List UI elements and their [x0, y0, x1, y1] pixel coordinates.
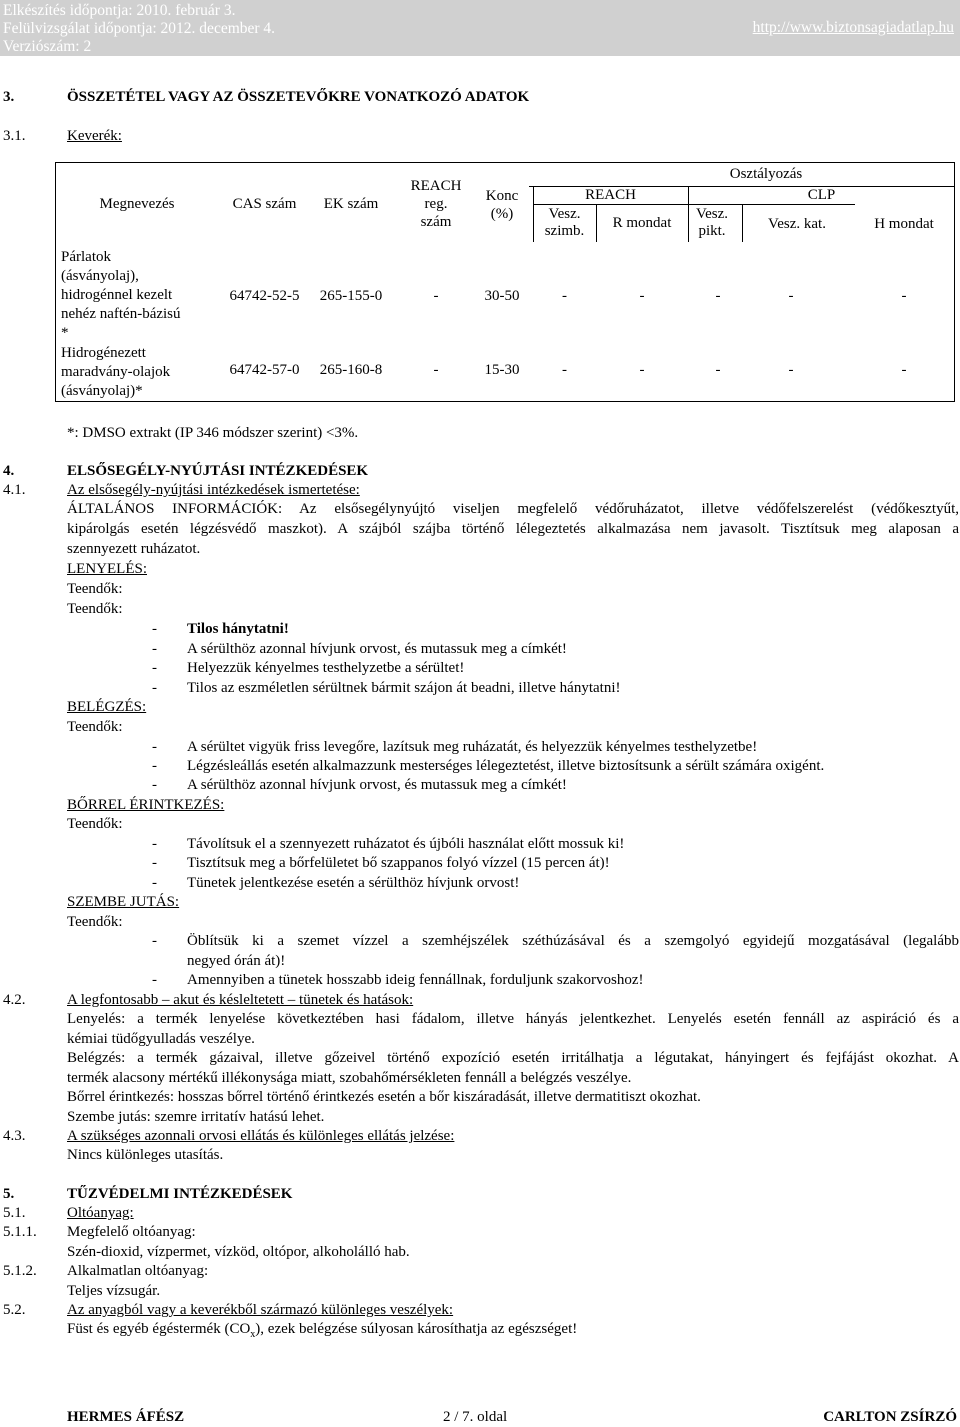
lenyeles-item-1: Tilos hánytatni!	[187, 621, 289, 637]
row-1-vesz-szimb: -	[562, 288, 567, 304]
row-2-name-2: maradvány-olajok	[61, 364, 171, 380]
col-header-reach-reg-2: reg.	[424, 196, 448, 212]
effects-line-2: kémiai tüdőgyulladás veszélye.	[67, 1031, 255, 1047]
section-5-title: TŰZVÉDELMI INTÉZKEDÉSEK	[67, 1186, 293, 1202]
col-header-vesz-szimb-1: Vesz.	[548, 206, 581, 222]
section-4-title: ELSŐSEGÉLY-NYÚJTÁSI INTÉZKEDÉSEK	[67, 463, 369, 479]
col-header-clp: CLP	[807, 187, 836, 203]
section-4-2-title: A legfontosabb – akut és késleltetett – tünetek és hatások:	[67, 992, 414, 1008]
row-1-name-5: *	[61, 325, 69, 341]
section-4-3-title: A szükséges azonnali orvosi ellátás és különleges ellátás jelzése:	[67, 1128, 455, 1144]
document-header	[0, 0, 960, 56]
col-header-h-mondat: H mondat	[874, 216, 934, 232]
section-5-2-title: Az anyagból vagy a keverékből származó különleges veszélyek:	[67, 1302, 454, 1318]
row-2-vesz-pikt: -	[715, 362, 721, 378]
row-1-cas: 64742-52-5	[229, 288, 300, 304]
belegzes-teendok: Teendők:	[67, 719, 123, 735]
section-5-2-subscript: x	[250, 1329, 256, 1340]
section-4-3-text: Nincs különleges utasítás.	[67, 1147, 224, 1163]
section-4-1-title: Az elsősegély-nyújtási intézkedések ismertetése:	[67, 482, 360, 498]
row-2-name-1: Hidrogénezett	[61, 345, 146, 361]
section-4-1-number: 4.1.	[3, 482, 26, 498]
belegzes-label: BELÉGZÉS:	[67, 699, 147, 715]
row-2-cas: 64742-57-0	[229, 362, 300, 378]
effects-line-3: Belégzés: a termék gázaival, illetve gőzeivel történő expozíció esetén irritálhatja a légutakat, hányingert és fejfájást okozhat. A	[67, 1050, 959, 1066]
row-1-r-mondat: -	[639, 288, 645, 304]
section-3-1-title: Keverék:	[67, 128, 122, 144]
section-5-1-1-text: Szén-dioxid, vízpermet, vízköd, oltópor, alkoholálló hab.	[67, 1244, 410, 1260]
row-1-name-3: hidrogénnel kezelt	[61, 287, 173, 303]
section-3-number: 3.	[3, 89, 15, 105]
row-2-ek: 265-160-8	[319, 362, 383, 378]
general-info-line-1: ÁLTALÁNOS INFORMÁCIÓK: Az elsősegélynyújtó viseljen megfelelő védőruházatot, illetve védőfelszerelést (védőkesztyűt,	[67, 501, 959, 517]
section-3-title: ÖSSZETÉTEL VAGY AZ ÖSSZETEVŐKRE VONATKOZÓ ADATOK	[67, 89, 530, 105]
col-header-cas: CAS szám	[232, 196, 297, 212]
section-4-number: 4.	[3, 463, 15, 479]
section-5-2-number: 5.2.	[3, 1302, 26, 1318]
row-2-h-mondat: -	[901, 362, 907, 378]
section-5-1-1-title: Megfelelő oltóanyag:	[67, 1224, 196, 1240]
section-5-1-2-title: Alkalmatlan oltóanyag:	[67, 1263, 209, 1279]
belegzes-item-3: A sérülthöz azonnal hívjunk orvost, és mutassuk meg a címkét!	[187, 777, 567, 793]
section-5-1-2-text: Teljes vízsugár.	[67, 1283, 161, 1299]
borrel-teendok: Teendők:	[67, 816, 123, 832]
col-header-vesz-pikt-1: Vesz.	[695, 206, 729, 222]
row-2-vesz-szimb: -	[562, 362, 567, 378]
col-header-reach: REACH	[585, 187, 636, 203]
table-footnote: *: DMSO extrakt (IP 346 módszer szerint) <3%.	[67, 425, 359, 441]
footer-page-number: 2 / 7. oldal	[443, 1409, 508, 1425]
section-5-2-text-b: ), ezek belégzése súlyosan károsíthatja az egészséget!	[255, 1321, 578, 1337]
lenyeles-label: LENYELÉS:	[67, 561, 147, 577]
section-4-2-number: 4.2.	[3, 992, 26, 1008]
col-header-reach-reg-3: szám	[420, 214, 452, 230]
col-header-konc-2: (%)	[490, 206, 514, 222]
creation-date: Elkészítés időpontja: 2010. február 3.	[3, 2, 236, 19]
col-header-vesz-pikt-2: pikt.	[698, 223, 726, 239]
row-2-konc: 15-30	[484, 362, 520, 378]
szembe-item-1-line-2: negyed órán át)!	[187, 953, 286, 969]
lenyeles-item-4: Tilos az eszméletlen sérültnek bármit szájon át beadni, illetve hánytatni!	[187, 680, 621, 696]
col-header-name: Megnevezés	[99, 196, 175, 212]
section-5-1-title: Oltóanyag:	[67, 1205, 134, 1221]
col-header-ek: EK szám	[323, 196, 379, 212]
footer-company: HERMES ÁFÉSZ	[67, 1409, 185, 1425]
revision-date: Felülvizsgálat időpontja: 2012. december 4.	[3, 20, 276, 37]
belegzes-item-2: Légzésleállás esetén alkalmazzunk mesterséges lélegeztetést, illetve biztosítsunk a sérült számára oxigént.	[187, 758, 825, 774]
lenyeles-item-2: A sérülthöz azonnal hívjunk orvost, és mutassuk meg a címkét!	[187, 641, 567, 657]
row-1-reach-reg: -	[433, 288, 439, 304]
row-1-name-1: Párlatok	[61, 249, 111, 265]
general-info-line-3: szennyezett ruházatot.	[67, 541, 201, 557]
col-header-osztalyozas: Osztályozás	[729, 166, 803, 182]
version-number: Verziószám: 2	[3, 38, 92, 55]
effects-line-6: Szembe jutás: szemre irritatív hatású lehet.	[67, 1109, 325, 1125]
row-2-vesz-kat: -	[788, 362, 794, 378]
szembe-teendok: Teendők:	[67, 914, 123, 930]
composition-table	[55, 162, 955, 402]
szembe-item-1-line-1: Öblítsük ki a szemet vízzel a szemhéjszélek széthúzásával és a szemgolyó egyidejű mozgatásával (legalább	[187, 933, 959, 949]
row-1-name-4: nehéz naftén-bázisú	[61, 306, 181, 322]
section-5-2-text	[67, 1320, 577, 1344]
borrel-item-2: Tisztítsuk meg a bőrfelületet bő szappanos folyó vízzel (15 percen át)!	[187, 855, 610, 871]
row-2-reach-reg: -	[433, 362, 439, 378]
col-header-vesz-szimb-2: szimb.	[544, 223, 585, 239]
effects-line-5: Bőrrel érintkezés: hosszas bőrrel történő érintkezés esetén a bőr kiszáradását, illetve dermatitiszt okozhat.	[67, 1089, 701, 1105]
borrel-item-3: Tünetek jelentkezése esetén a sérülthöz hívjunk orvost!	[187, 875, 520, 891]
borrel-item-1: Távolítsuk el a szennyezett ruházatot és újbóli használat előtt mossuk ki!	[187, 836, 625, 852]
website-link[interactable]: http://www.biztonsagiadatlap.hu	[752, 19, 954, 36]
footer-product: CARLTON ZSÍRZÓ	[823, 1409, 957, 1425]
row-1-vesz-pikt: -	[715, 288, 721, 304]
effects-line-1: Lenyelés: a termék lenyelése következtében hasi fádalom, illetve hányás jelentkezhet. Lenyelés esetén fennáll az aspiráció és a	[67, 1011, 959, 1027]
row-1-vesz-kat: -	[788, 288, 794, 304]
effects-line-4: termék alacsony mértékű illékonysága miatt, szobahőmérsékleten fennáll a belégzés veszélye.	[67, 1070, 632, 1086]
general-info-line-2: kipárolgás esetén légzésvédő maszkot). A szájból szájba történő lélegeztetés alkalmazása nem javasolt. Tisztítsuk meg alaposan a	[67, 521, 959, 537]
section-5-1-2-number: 5.1.2.	[3, 1263, 37, 1279]
row-1-h-mondat: -	[901, 288, 907, 304]
col-header-reach-reg-1: REACH	[410, 178, 462, 194]
col-header-konc-1: Konc	[485, 188, 519, 204]
row-1-konc: 30-50	[484, 288, 520, 304]
col-header-r-mondat: R mondat	[612, 215, 672, 231]
row-2-name-3: (ásványolaj)*	[61, 383, 143, 399]
section-5-1-number: 5.1.	[3, 1205, 26, 1221]
row-2-r-mondat: -	[639, 362, 645, 378]
lenyeles-teendok-1: Teendők:	[67, 581, 123, 597]
lenyeles-item-3: Helyezzük kényelmes testhelyzetbe a sérültet!	[187, 660, 465, 676]
borrel-label: BŐRREL ÉRINTKEZÉS:	[67, 797, 225, 813]
row-1-name-2: (ásványolaj),	[61, 268, 139, 284]
lenyeles-teendok-2: Teendők:	[67, 601, 123, 617]
szembe-label: SZEMBE JUTÁS:	[67, 894, 180, 910]
section-3-1-number: 3.1.	[3, 128, 26, 144]
belegzes-item-1: A sérültet vigyük friss levegőre, lazítsuk meg ruházatát, és helyezzük kényelmes testhelyzetbe!	[187, 739, 758, 755]
szembe-item-2: Amennyiben a tünetek hosszabb ideig fennállnak, forduljunk szakorvoshoz!	[187, 972, 644, 988]
section-5-number: 5.	[3, 1186, 15, 1202]
section-5-2-text-a: Füst és egyéb égéstermék (CO	[67, 1321, 251, 1337]
section-5-1-1-number: 5.1.1.	[3, 1224, 37, 1240]
section-4-3-number: 4.3.	[3, 1128, 26, 1144]
col-header-vesz-kat: Vesz. kat.	[768, 216, 826, 232]
row-1-ek: 265-155-0	[319, 288, 383, 304]
